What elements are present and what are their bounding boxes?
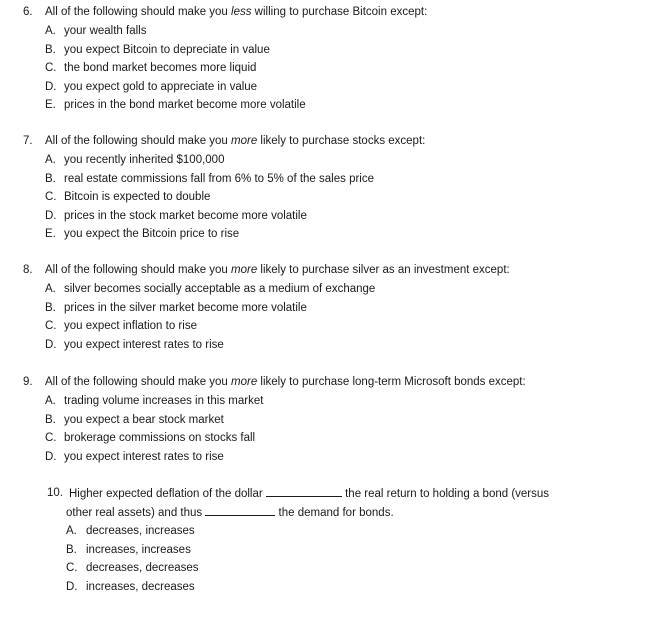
answer-option: C. Bitcoin is expected to double <box>45 191 211 203</box>
answer-option: D. prices in the stock market become more volatile <box>45 209 307 222</box>
question-number: 8. <box>23 264 33 276</box>
question-stem <box>0 373 648 392</box>
question-text: All of the following should make you more likely to purchase silver as an investment except: <box>45 264 510 276</box>
question-number: 7. <box>23 135 33 147</box>
question-number: 9. <box>23 376 33 388</box>
answer-option: D. you expect interest rates to rise <box>45 450 224 463</box>
emphasis-word: more <box>231 135 258 147</box>
answer-option: A. your wealth falls <box>45 25 147 37</box>
answer-option: A. silver becomes socially acceptable as a medium of exchange <box>45 283 376 295</box>
answer-option: E. prices in the bond market become more volatile <box>45 99 306 111</box>
answer-option: D. you expect gold to appreciate in value <box>45 80 258 93</box>
answer-option: A. you recently inherited $100,000 <box>45 154 225 166</box>
question-stem <box>0 261 648 280</box>
question-6 <box>0 3 648 115</box>
question-text: All of the following should make you more likely to purchase stocks except: <box>45 135 426 147</box>
question-number: 6. <box>23 6 33 18</box>
question-8 <box>0 261 648 354</box>
answer-option: B. increases, increases <box>66 543 191 556</box>
question-text: All of the following should make you more likely to purchase long-term Microsoft bonds except: <box>45 376 526 388</box>
answer-option: B. you expect Bitcoin to depreciate in value <box>45 43 270 56</box>
question-stem-line-1 <box>0 484 648 503</box>
question-text: All of the following should make you less willing to purchase Bitcoin except: <box>45 6 428 18</box>
question-text: other real assets) and thus the demand for bonds. <box>66 503 394 523</box>
question-stem-line-2 <box>0 503 648 522</box>
answer-option: B. you expect a bear stock market <box>45 413 224 426</box>
answer-option: C. decreases, decreases <box>66 562 199 574</box>
question-stem <box>0 3 648 22</box>
answer-option: A. trading volume increases in this market <box>45 395 264 407</box>
answer-option: D. you expect interest rates to rise <box>45 338 224 351</box>
answer-option: B. prices in the silver market become more volatile <box>45 301 307 314</box>
emphasis-word: more <box>231 264 258 276</box>
question-stem <box>0 132 648 151</box>
answer-option: C. the bond market becomes more liquid <box>45 62 257 74</box>
question-9 <box>0 373 648 466</box>
question-number: 10. <box>47 487 63 499</box>
answer-option: D. increases, decreases <box>66 580 195 593</box>
question-text: Higher expected deflation of the dollar the real return to holding a bond (versus <box>69 484 549 504</box>
emphasis-word: more <box>231 376 258 388</box>
fill-in-blank <box>266 484 342 497</box>
fill-in-blank <box>205 503 275 516</box>
question-7 <box>0 132 648 244</box>
answer-option: C. brokerage commissions on stocks fall <box>45 432 256 444</box>
emphasis-word: less <box>231 6 252 18</box>
answer-option: E. you expect the Bitcoin price to rise <box>45 228 240 240</box>
question-10 <box>0 484 648 596</box>
answer-option: C. you expect inflation to rise <box>45 320 197 332</box>
answer-option: B. real estate commissions fall from 6% to 5% of the sales price <box>45 172 374 185</box>
answer-option: A. decreases, increases <box>66 525 195 537</box>
